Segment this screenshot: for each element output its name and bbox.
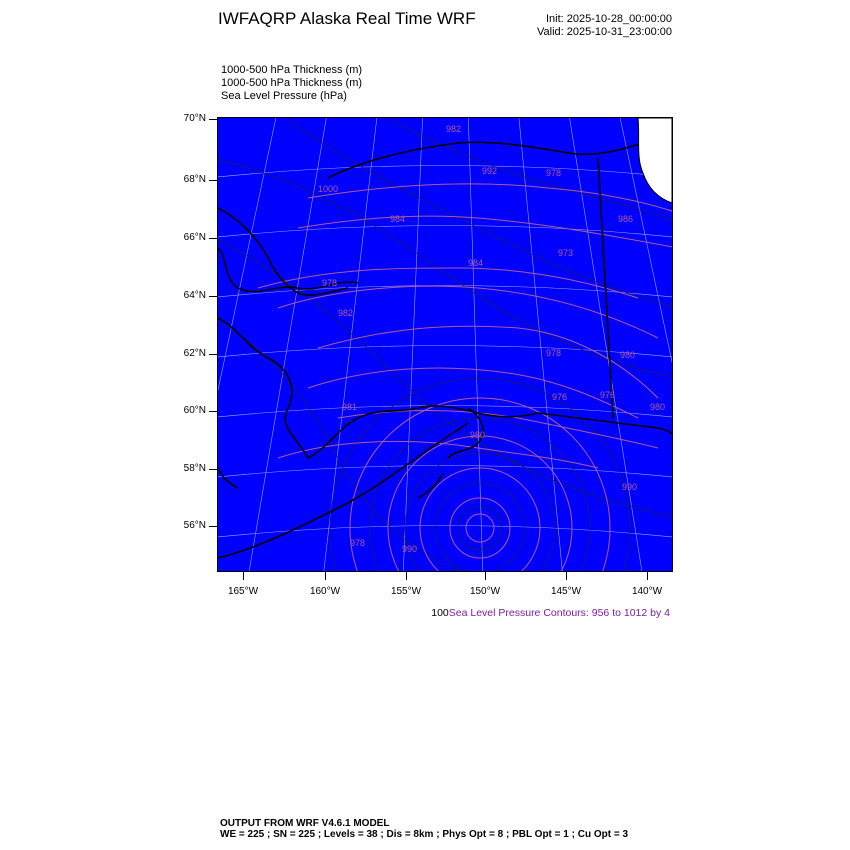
lon-label: 155°W <box>390 586 422 597</box>
contour-legend <box>431 607 670 619</box>
lat-tick <box>209 180 218 181</box>
contour-label: 981 <box>342 402 358 412</box>
contour-label: 978 <box>350 538 366 548</box>
contour-label: 990 <box>402 544 418 554</box>
contour-label: 973 <box>558 248 574 258</box>
lat-tick <box>209 526 218 527</box>
contour-label: 984 <box>390 214 406 224</box>
lon-label: 165°W <box>227 586 259 597</box>
contour-label: 978 <box>546 168 562 178</box>
lat-tick <box>209 411 218 412</box>
lon-label: 140°W <box>631 586 663 597</box>
contour-label: 980 <box>620 350 636 360</box>
footer-settings: WE = 225 ; SN = 225 ; Levels = 38 ; Dis = 8km ; Phys Opt = 8 ; PBL Opt = 1 ; Cu Opt = 3 <box>220 829 629 840</box>
contour-label: 976 <box>552 392 568 402</box>
field-list <box>221 64 362 103</box>
contour-label: 978 <box>546 348 562 358</box>
footer-model: OUTPUT FROM WRF V4.6.1 MODEL <box>220 818 390 829</box>
land-canada <box>638 118 672 203</box>
valid-time: Valid: 2025-10-31_23:00:00 <box>537 26 672 38</box>
contour-label: 976 <box>600 390 616 400</box>
lon-tick <box>325 571 326 580</box>
lon-tick <box>485 571 486 580</box>
contour-label: 980 <box>650 402 666 412</box>
lon-tick <box>406 571 407 580</box>
legend-text: Sea Level Pressure Contours: 956 to 1012 by 4 <box>448 607 670 619</box>
lat-tick <box>209 469 218 470</box>
lat-tick <box>209 296 218 297</box>
contour-label: 986 <box>618 214 634 224</box>
longitude-lines <box>218 118 672 571</box>
contour-label: 984 <box>468 258 484 268</box>
map-panel <box>218 118 672 571</box>
map-graphic <box>218 118 672 571</box>
chart-title: IWFAQRP Alaska Real Time WRF <box>218 9 476 28</box>
model-footer <box>220 818 628 840</box>
lon-tick <box>647 571 648 580</box>
lon-label: 160°W <box>309 586 341 597</box>
lat-tick <box>209 119 218 120</box>
contour-label: 992 <box>482 166 498 176</box>
lat-label: 68°N <box>183 174 206 185</box>
lon-label: 150°W <box>469 586 501 597</box>
contour-label: 980 <box>470 430 486 440</box>
lon-tick <box>243 571 244 580</box>
time-info <box>537 13 672 39</box>
legend-prefix: 100 <box>431 607 449 619</box>
lon-label: 145°W <box>550 586 582 597</box>
thickness-contours <box>218 118 672 571</box>
field-thickness-1: 1000-500 hPa Thickness (m) <box>221 64 363 76</box>
field-slp: Sea Level Pressure (hPa) <box>221 90 347 102</box>
lat-label: 56°N <box>183 520 206 531</box>
lat-label: 70°N <box>183 113 206 124</box>
contour-label: 982 <box>338 308 354 318</box>
lat-tick <box>209 354 218 355</box>
contour-label: 978 <box>322 278 338 288</box>
contour-label: 982 <box>446 124 462 134</box>
lat-tick <box>209 238 218 239</box>
contour-label: 990 <box>622 482 638 492</box>
lat-label: 60°N <box>183 405 206 416</box>
contour-label: 1000 <box>318 184 339 194</box>
lat-label: 64°N <box>183 290 206 301</box>
lat-label: 66°N <box>183 232 206 243</box>
lat-label: 62°N <box>183 348 206 359</box>
coastlines <box>218 138 672 558</box>
lon-tick <box>566 571 567 580</box>
field-thickness-2: 1000-500 hPa Thickness (m) <box>221 77 363 89</box>
lat-label: 58°N <box>183 463 206 474</box>
init-time: Init: 2025-10-28_00:00:00 <box>546 13 672 25</box>
